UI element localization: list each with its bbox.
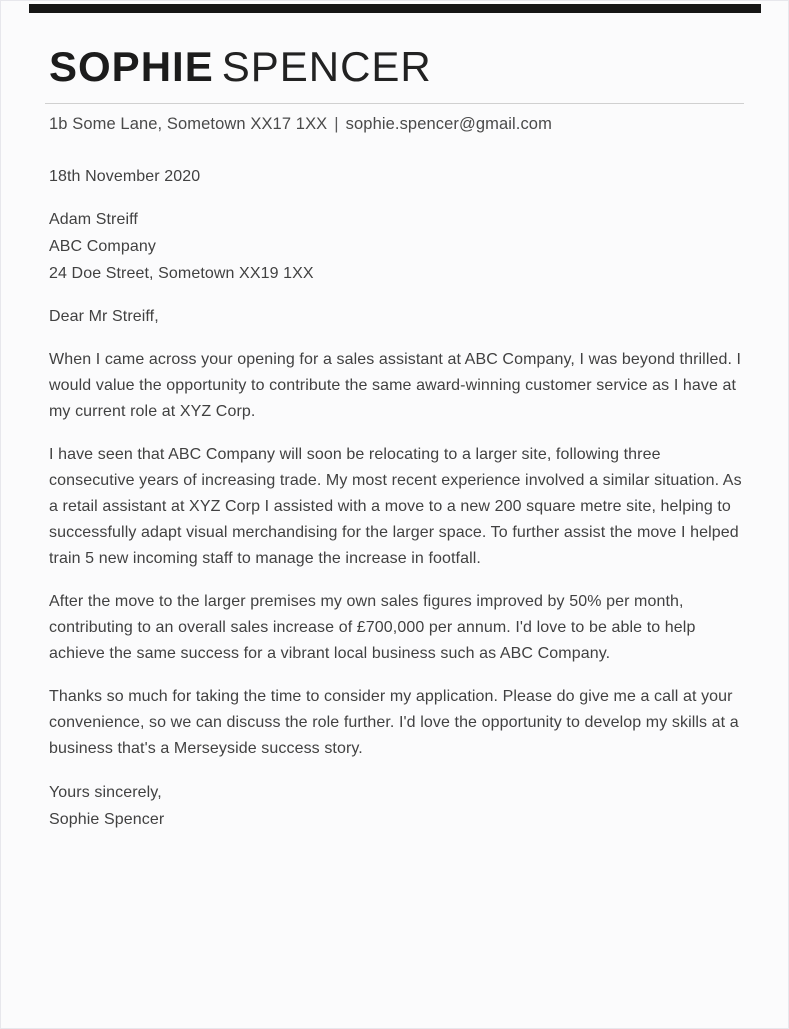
first-name: SOPHIE xyxy=(49,43,214,90)
page-title xyxy=(49,44,740,90)
paragraph-4: Thanks so much for taking the time to consider my application. Please do give me a call at your convenience, so we can discuss the role further. I'd love the opportunity to develop my skills at a business that's a Merseyside success story. xyxy=(49,688,739,757)
signature-name: Sophie Spencer xyxy=(49,811,165,828)
letterhead xyxy=(1,44,788,90)
paragraph-1: When I came across your opening for a sales assistant at ABC Company, I was beyond thrilled. I would value the opportunity to contribute the same award-winning customer service as I have at my current role at XYZ Corp. xyxy=(49,351,742,420)
recipient-name: Adam Streiff xyxy=(49,211,138,228)
contact-email: sophie.spencer@gmail.com xyxy=(345,115,552,133)
closing-block xyxy=(49,779,743,833)
recipient-address: 24 Doe Street, Sometown XX19 1XX xyxy=(49,265,314,282)
closing-phrase: Yours sincerely, xyxy=(49,784,162,801)
paragraph-3: After the move to the larger premises my own sales figures improved by 50% per month, contributing to an overall sales increase of £700,000 per annum. I'd love to be able to help achieve the same success for a vibrant local business such as ABC Company. xyxy=(49,593,696,662)
contact-separator: | xyxy=(334,115,339,133)
contact-address: 1b Some Lane, Sometown XX17 1XX xyxy=(49,115,328,133)
paragraph-2: I have seen that ABC Company will soon be relocating to a larger site, following three consecutive years of increasing trade. My most recent experience involved a similar situation. As a retail assistant at XYZ Corp I assisted with a move to a new 200 square metre site, helping to successfully adapt visual merchandising for the larger space. To further assist the move I helped train 5 new incoming staff to manage the increase in footfall. xyxy=(49,446,742,567)
letter-body xyxy=(1,163,788,833)
recipient-block xyxy=(49,206,743,287)
recipient-company: ABC Company xyxy=(49,238,156,255)
last-name: SPENCER xyxy=(221,43,432,90)
contact-line xyxy=(1,115,788,134)
letter-date: 18th November 2020 xyxy=(49,168,201,185)
top-accent-bar xyxy=(29,4,761,13)
header-divider xyxy=(45,103,744,104)
salutation: Dear Mr Streiff, xyxy=(49,308,159,325)
